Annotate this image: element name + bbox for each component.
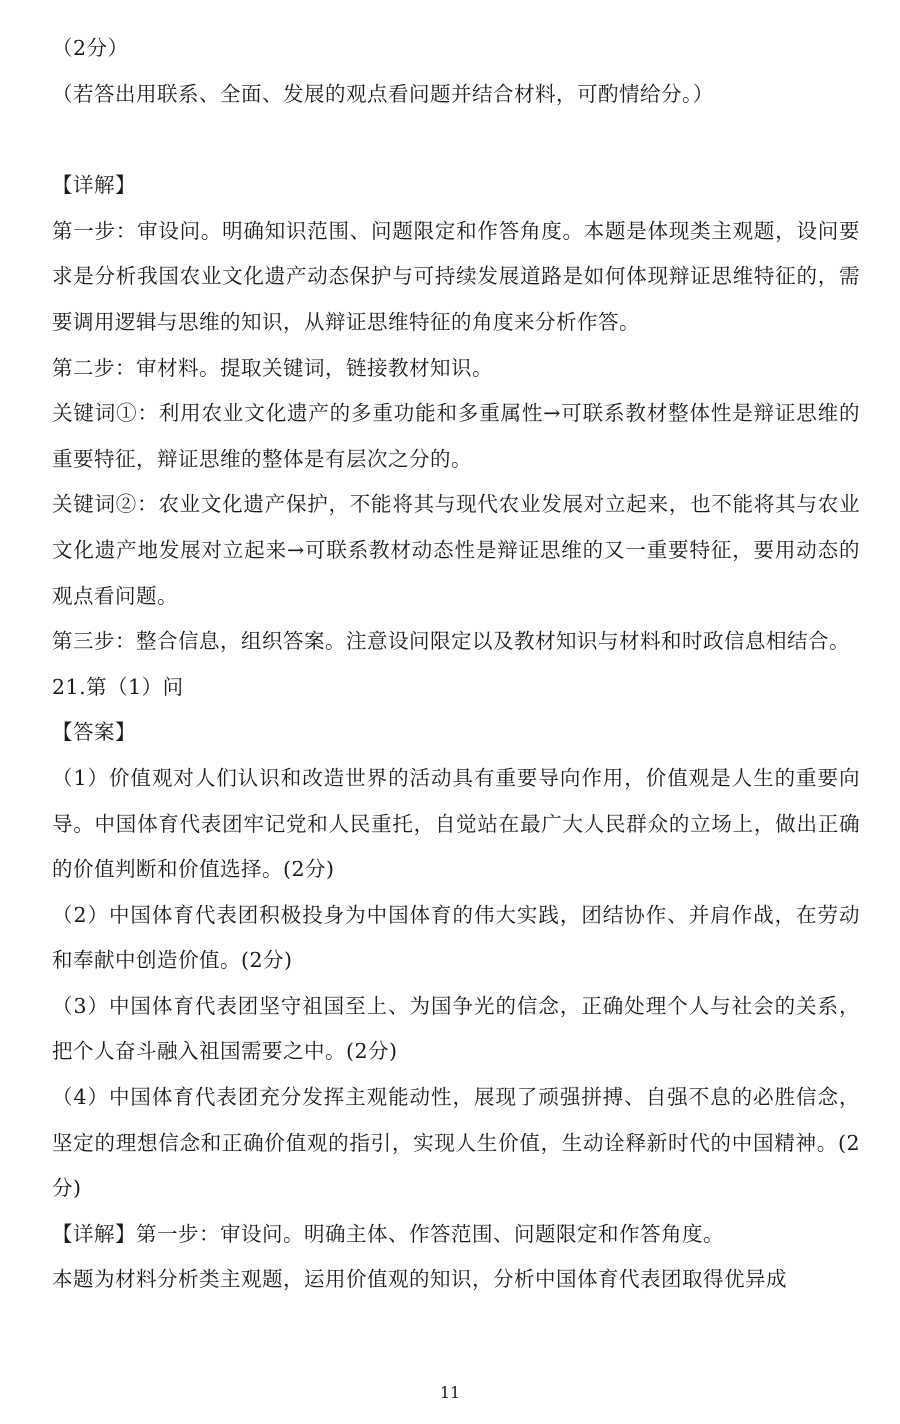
step-two-paragraph: 第二步：审材料。提取关键词，链接教材知识。 (52, 355, 493, 380)
step-one-paragraph: 第一步：审设问。明确知识范围、问题限定和作答角度。本题是体现类主观题，设问要求是分析我国农业文化遗产动态保护与可持续发展道路是如何体现辩证思维特征的，需要调用逻辑与思维的知识，从辩证思维特征的角度来分析作答。 (52, 218, 860, 334)
keyword-one-paragraph: 关键词①：利用农业文化遗产的多重功能和多重属性→可联系教材整体性是辩证思维的重要特征，辩证思维的整体是有层次之分的。 (52, 401, 860, 471)
detail-analysis-paragraph: 本题为材料分析类主观题，运用价值观的知识，分析中国体育代表团取得优异成 (52, 1267, 787, 1292)
page-number: 11 (439, 1383, 461, 1402)
grading-note: （若答出用联系、全面、发展的观点看问题并结合材料，可酌情给分。） (52, 81, 714, 106)
answer-point-4: （4）中国体育代表团充分发挥主观能动性，展现了顽强拼搏、自强不息的必胜信念，坚定的理想信念和正确价值观的指引，实现人生价值，生动诠释新时代的中国精神。(2分) (52, 1085, 860, 1201)
document-body (52, 26, 860, 1303)
answer-point-3: （3）中国体育代表团坚守祖国至上、为国争光的信念，正确处理个人与社会的关系，把个人奋斗融入祖国需要之中。(2分) (52, 993, 860, 1064)
score-note: （2分） (52, 36, 129, 60)
paragraph-gap (52, 117, 860, 163)
answer-heading: 【答案】 (52, 720, 136, 745)
answer-point-1: （1）价值观对人们认识和改造世界的活动具有重要导向作用，价值观是人生的重要向导。中国体育代表团牢记党和人民重托，自觉站在最广大人民群众的立场上，做出正确的价值判断和价值选择。(2分) (52, 765, 860, 882)
step-three-paragraph: 第三步：整合信息，组织答案。注意设问限定以及教材知识与材料和时政信息相结合。 (52, 629, 850, 654)
answer-point-2: （2）中国体育代表团积极投身为中国体育的伟大实践，团结协作、并肩作战，在劳动和奉献中创造价值。(2分) (52, 902, 860, 973)
detail-step-one-paragraph: 【详解】第一步：审设问。明确主体、作答范围、问题限定和作答角度。 (52, 1221, 724, 1246)
detail-heading: 【详解】 (52, 173, 136, 198)
keyword-two-paragraph: 关键词②：农业文化遗产保护，不能将其与现代农业发展对立起来，也不能将其与农业文化遗产地发展对立起来→可联系教材动态性是辩证思维的又一重要特征，要用动态的观点看问题。 (52, 492, 860, 608)
question-21-title: 21.第（1）问 (52, 674, 184, 699)
